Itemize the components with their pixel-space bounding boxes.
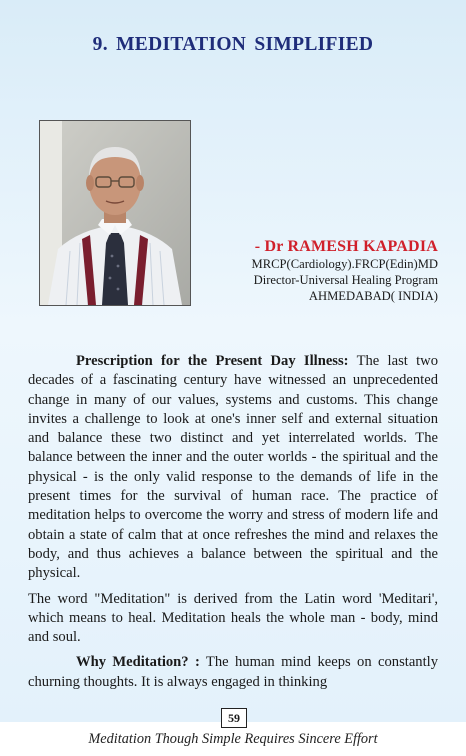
paragraph-word-origin xyxy=(28,590,438,648)
paragraph-prescription xyxy=(28,352,438,584)
author-position: Director-Universal Healing Program xyxy=(253,273,438,287)
author-name: - Dr RAMESH KAPADIA xyxy=(254,238,438,255)
author-photo xyxy=(39,120,191,306)
footer-tagline: Meditation Though Simple Requires Sincere Effort xyxy=(88,731,378,747)
chapter-title: 9. MEDITATION SIMPLIFIED xyxy=(92,34,374,55)
author-qualifications: MRCP(Cardiology).FRCP(Edin)MD xyxy=(251,257,438,271)
page-number: 59 xyxy=(221,708,247,728)
paragraph-why-meditation xyxy=(28,653,438,692)
paragraph-text: The last two decades of a fascinating century have witnessed an unprecedented change in many of our values, systems and customs. This change invites a challenge to look at one's inner self and external situation and balance these two distinct and yet interrelated worlds. The balance between the inner and the outer worlds - the spiritual and the physical - is the only valid response to the demands of life in the present times for the survival of human race. The practice of meditation helps to overcome the worry and stress of modern life and obtain a state of calm that at once refreshes the mind and relaxes the body, and thus achieves a balance between the spiritual and the physical. xyxy=(28,353,439,582)
paragraph-text: The human mind keeps on constantly churning thoughts. It is always engaged in thinking xyxy=(28,654,439,690)
paragraph-text: The word "Meditation" is derived from the Latin word 'Meditari', which means to heal. Meditation heals the whole man - body, mind and soul. xyxy=(28,590,438,646)
author-byline xyxy=(252,238,438,304)
author-location: AHMEDABAD( INDIA) xyxy=(308,289,438,303)
paragraph-heading: Prescription for the Present Day Illness: xyxy=(76,353,349,369)
article-body xyxy=(28,352,438,698)
paragraph-heading: Why Meditation? : xyxy=(76,654,200,671)
